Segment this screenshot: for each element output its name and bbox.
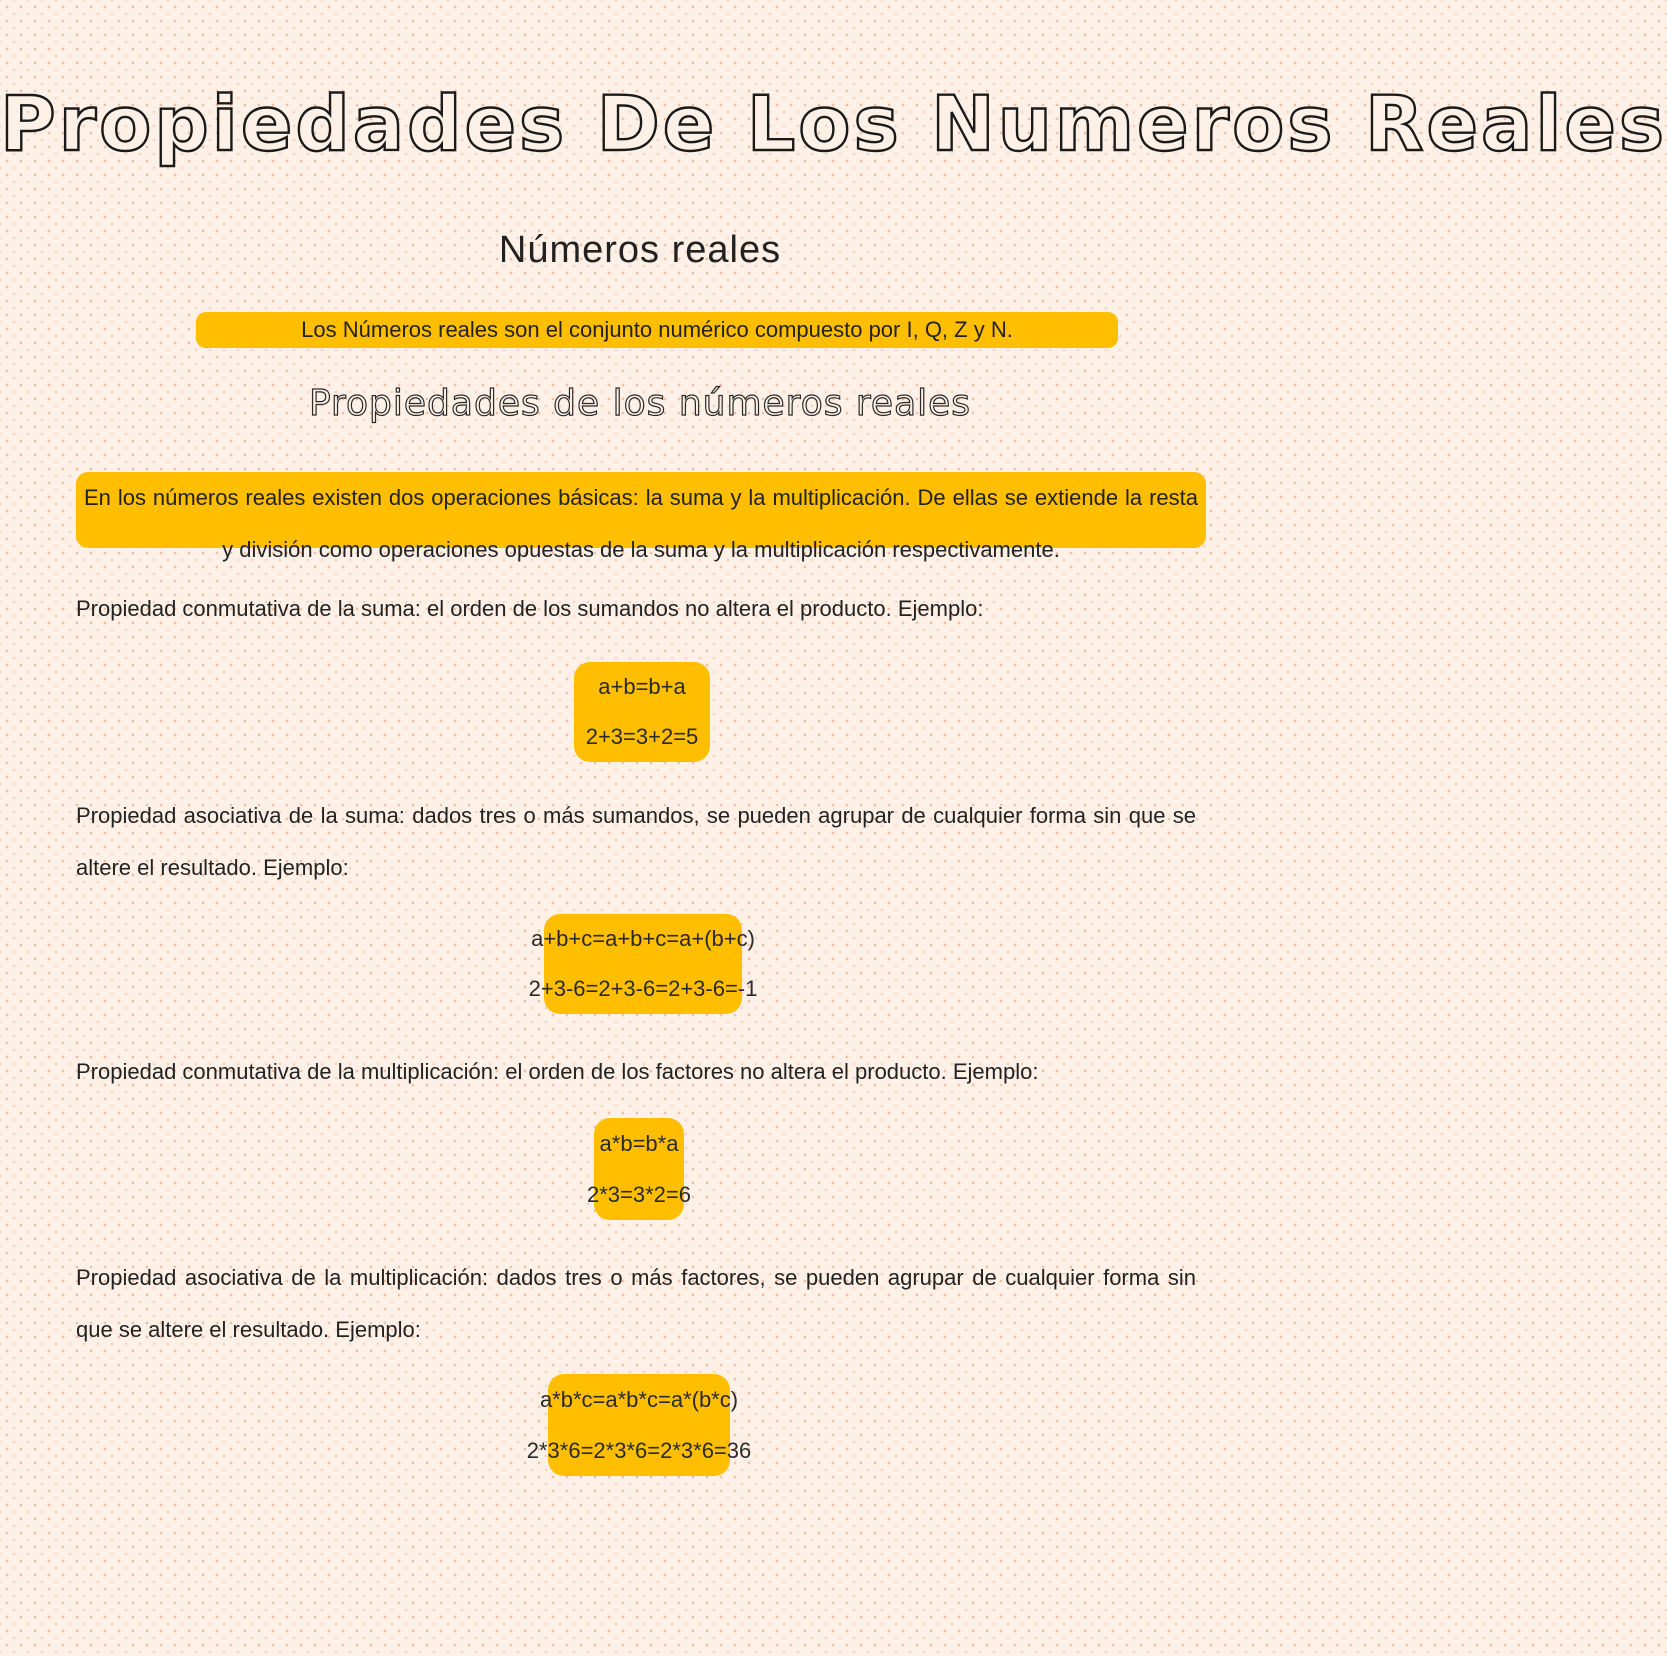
definition-highlight: Los Números reales son el conjunto numérico compuesto por I, Q, Z y N. [196,312,1118,348]
page-title: Propiedades De Los Numeros Reales [0,79,1667,168]
formula: a*b=b*a [599,1130,679,1156]
property-associative-sum-text: Propiedad asociativa de la suma: dados tres o más sumandos, se pueden agrupar de cualquier forma sin que se altere el resultado. Ejemplo: [76,803,1196,880]
example-value: 2+3=3+2=5 [585,724,699,749]
property-commutative-multiplication-text: Propiedad conmutativa de la multiplicación: el orden de los factores no altera el producto. Ejemplo: [76,1059,1039,1084]
example-box-commutative-multiplication [587,1118,691,1220]
example-value: 2*3*6=2*3*6=2*3*6=36 [526,1437,752,1463]
example-box-associative-sum [528,914,758,1014]
formula: a*b*c=a*b*c=a*(b*c) [539,1386,739,1412]
subtitle: Números reales [498,229,782,271]
property-commutative-sum-text: Propiedad conmutativa de la suma: el orden de los sumandos no altera el producto. Ejemplo: [76,596,984,621]
formula: a+b+c=a+b+c=a+(b+c) [531,926,755,951]
example-box-commutative-sum [574,662,710,762]
example-value: 2*3=3*2=6 [587,1181,691,1207]
property-associative-multiplication-text: Propiedad asociativa de la multiplicación: dados tres o más factores, se pueden agrupar de cualquier forma sin que se altere el resultado. Ejemplo: [76,1265,1196,1342]
section-title: Propiedades de los números reales [308,383,972,424]
formula: a+b=b+a [598,674,686,699]
operations-highlight: En los números reales existen dos operaciones básicas: la suma y la multiplicación. De ellas se extiende la resta y división como operaciones opuestas de la suma y la multiplicación respectivamente. [76,472,1206,548]
example-value: 2+3-6=2+3-6=2+3-6=-1 [528,976,758,1001]
example-box-associative-multiplication [526,1374,752,1476]
